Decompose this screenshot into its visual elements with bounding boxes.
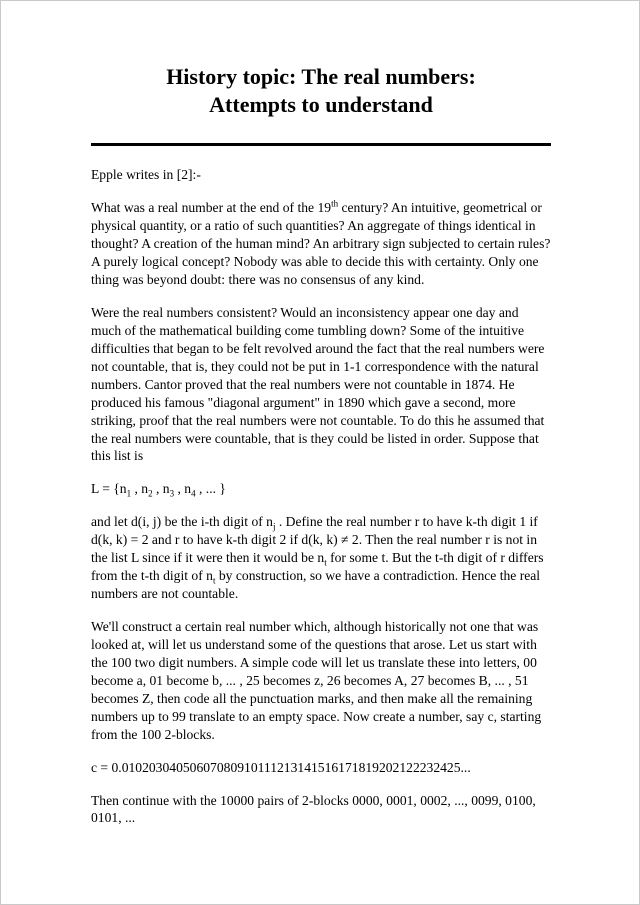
page-title: [91, 63, 551, 119]
page-title-line-2: Attempts to understand: [209, 92, 433, 118]
paragraph-list: [91, 166, 551, 827]
subscript-text: t: [212, 575, 216, 586]
superscript-text: th: [331, 198, 339, 209]
subscript-text: 3: [169, 489, 175, 500]
paragraph: and let d(i, j) be the i-th digit of $n_j$ . Define the real number r to have k-th digit 1 if d(k, k) = 2 and r to have k-th digit 2 if d(k, k) ≠ 2. Then the real number r is not in the list L since if it were then it would be $n_t$ for some t. But the t-th digit of r differs from the t-th digit of $n_t$ by construction, so we have a contradiction. Hence the real numbers are not countable.: [91, 514, 544, 602]
paragraph: We'll construct a certain real number which, although historically not one that was looked at, will let us understand some of the questions that arose. Let us start with the 100 two digit numbers. A simple code will let us translate these into letters, 00 become a, 01 become b, ... , 25 becomes z, 26 becomes A, 27 becomes B, ... , 51 becomes Z, then code all the punctuation marks, and then make all the remaining numbers up to 99 translate to an empty space. Now create a number, say c, starting from the 100 2-blocks.: [91, 619, 542, 742]
subscript-text: 4: [191, 489, 196, 500]
paragraph: c = 0.01020304050607080910111213141516171819202122232425...: [91, 759, 471, 775]
subscript-text: t: [324, 557, 327, 568]
document-content: [1, 1, 639, 827]
paragraph: Epple writes in [2]:-: [91, 167, 201, 183]
paragraph: What was a real number at the end of the 19th century? An intuitive, geometrical or physical quantity, or a ratio of such quantities? An aggregate of things identical in thought? A creation of the human mind? An arbitrary sign subjected to certain rules? A purely logical concept? Nobody was able to decide this with certainty. Only one thing was beyond doubt: there was no consensus of any kind.: [91, 198, 551, 287]
subscript-text: j: [272, 522, 276, 533]
title-divider: [91, 143, 551, 146]
paragraph: Then continue with the 10000 pairs of 2-blocks 0000, 0001, 0002, ..., 0099, 0100, 0101, ...: [91, 792, 536, 826]
subscript-text: 1: [126, 489, 132, 500]
paragraph: Were the real numbers consistent? Would an inconsistency appear one day and much of the mathematical building come tumbling down? Some of the intuitive difficulties that began to be felt revolved around the fact that the real numbers were not countable, that is, they could not be put in 1-1 correspondence with the natural numbers. Cantor proved that the real numbers were not countable in 1874. He produced his famous "diagonal argument" in 1890 which gave a second, more striking, proof that the real numbers were not countable. To do this he assumed that the real numbers were countable, that is they could be listed in order. Suppose that this list is: [91, 304, 545, 464]
page-title-line-1: History topic: The real numbers:: [166, 64, 476, 89]
subscript-text: 2: [148, 489, 153, 500]
paragraph: $L = \{n_1$ , $n_2$ , $n_3$ , $n_4$ , ... }: [91, 481, 226, 500]
